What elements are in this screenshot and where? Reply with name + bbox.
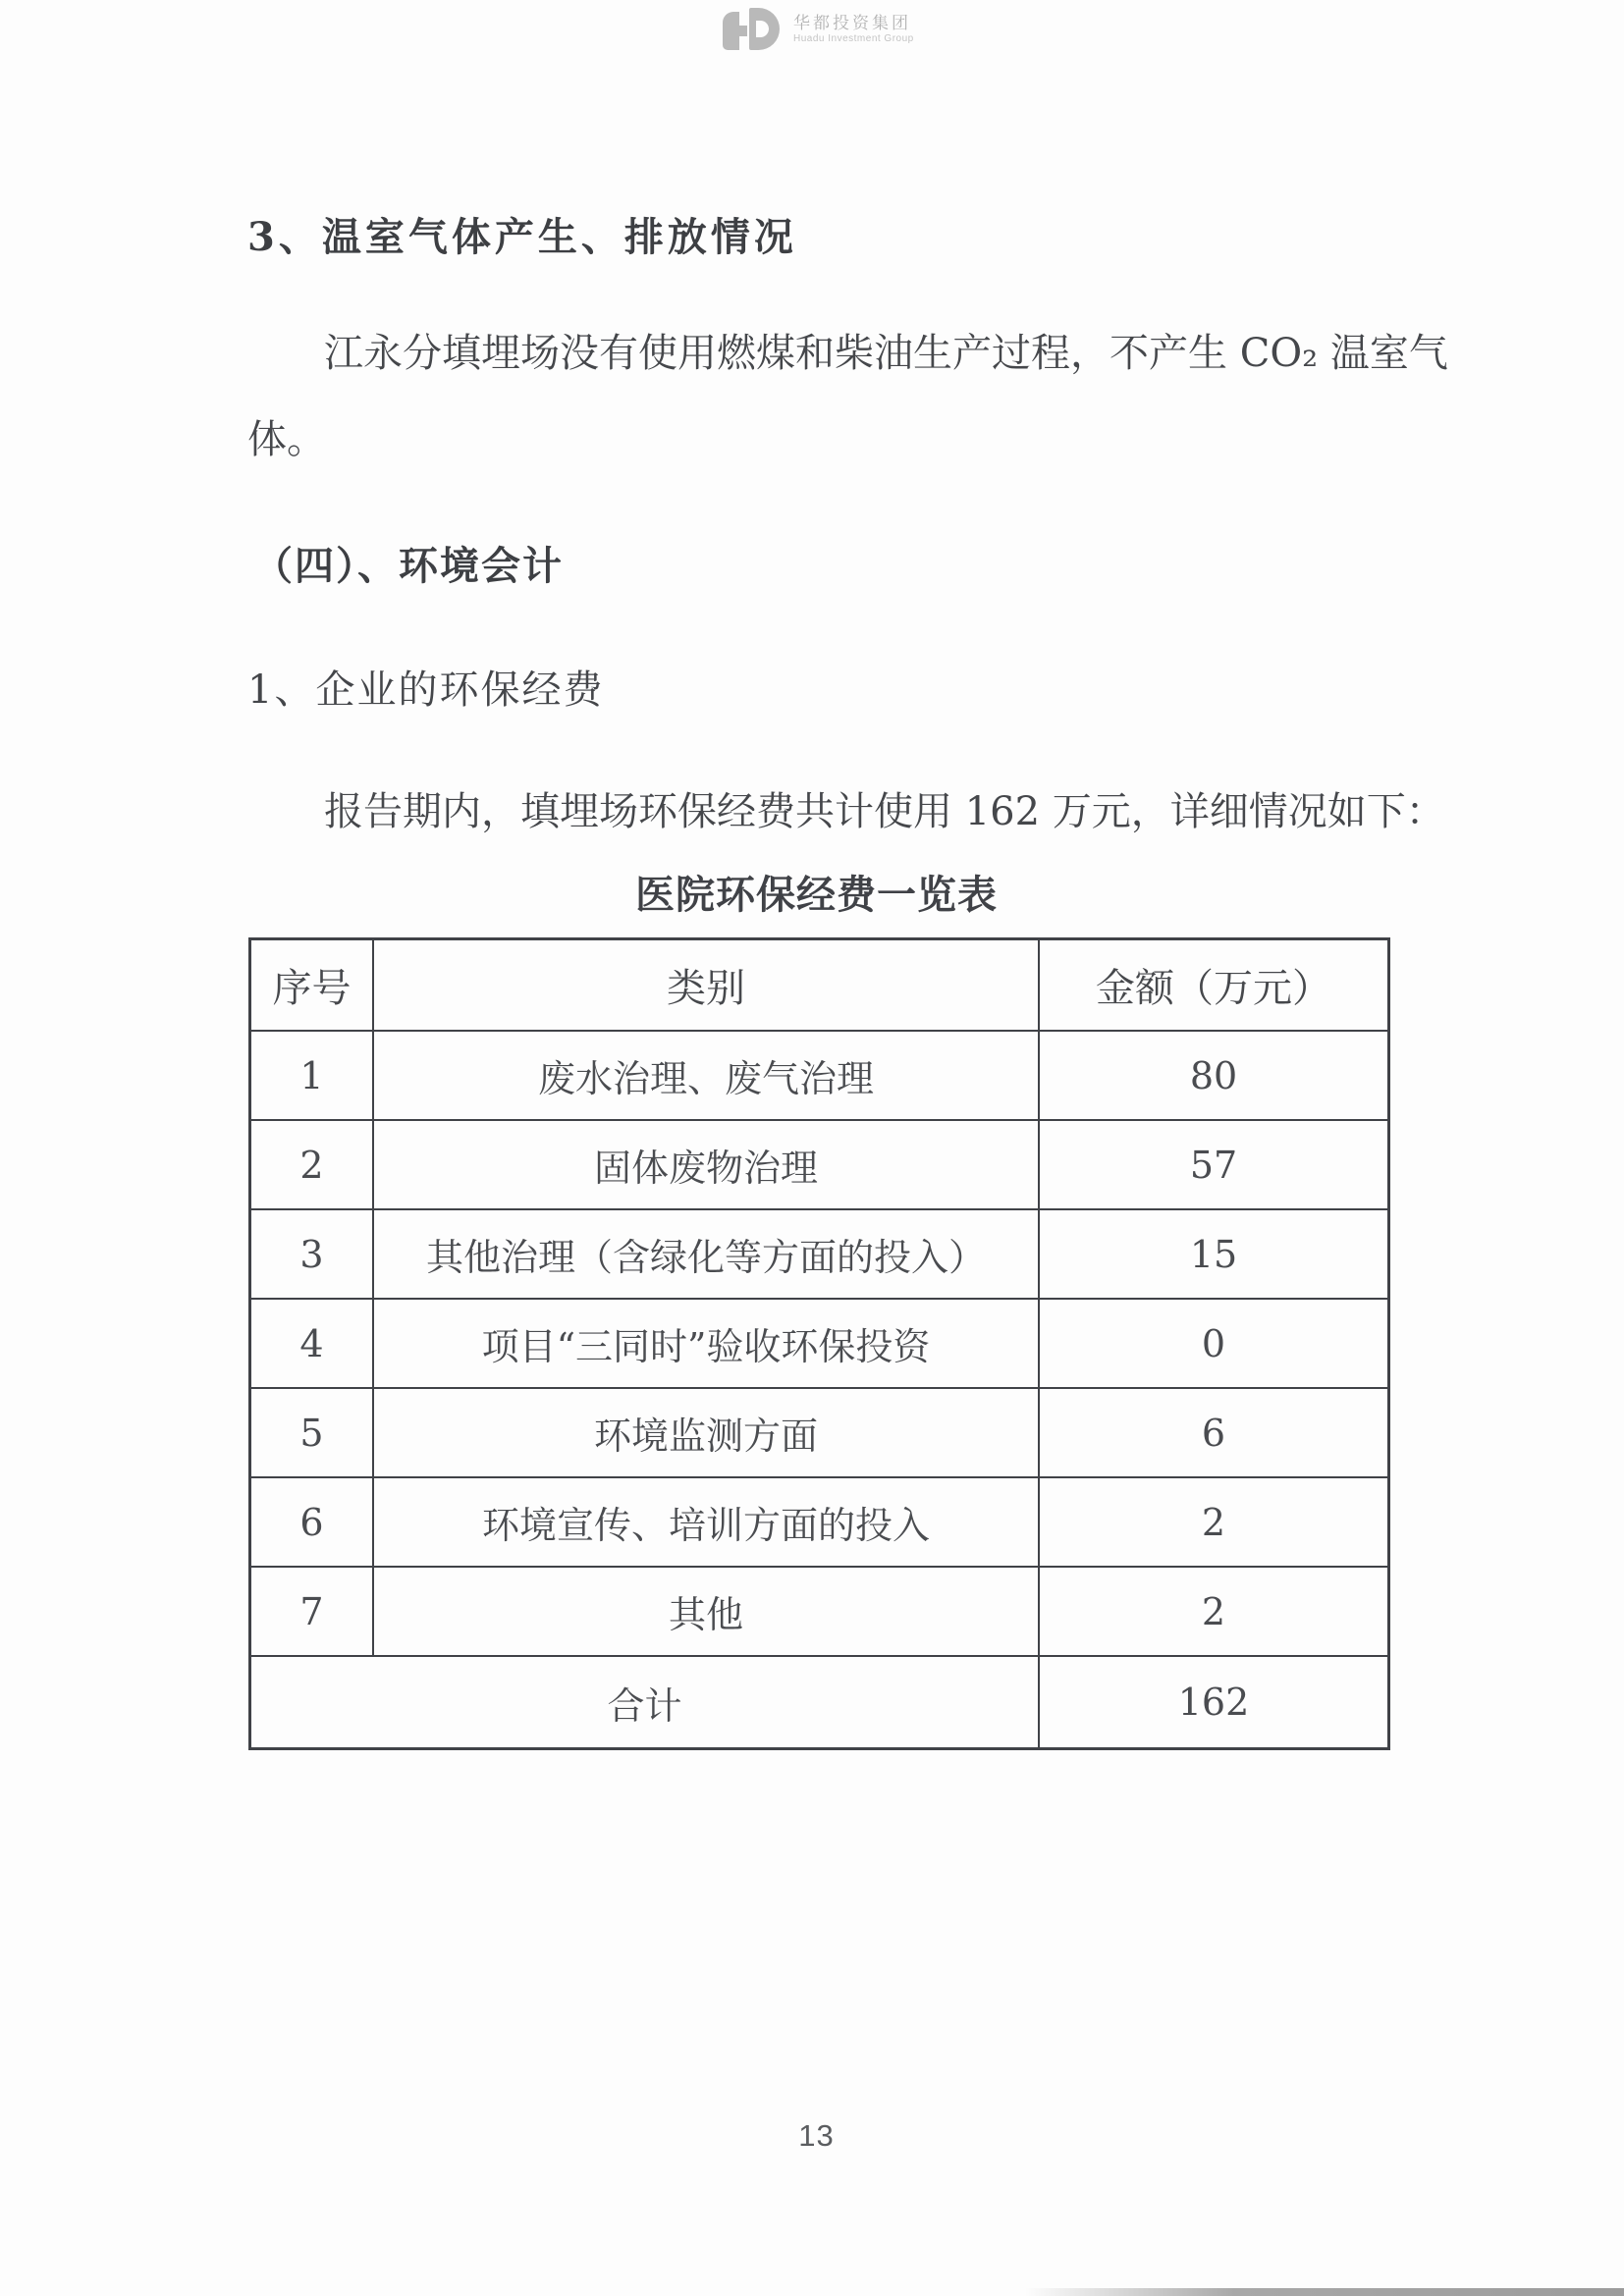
paragraph-co2-line2: 体。 bbox=[247, 417, 326, 462]
table-row-cell: 环境宣传、培训方面的投入 bbox=[374, 1478, 1040, 1568]
table-total-label: 合计 bbox=[251, 1657, 1040, 1747]
table-row-cell: 5 bbox=[251, 1389, 374, 1478]
table-row-cell: 6 bbox=[1040, 1389, 1387, 1478]
section4-heading: （四）、环境会计 bbox=[253, 543, 564, 589]
table-total-value: 162 bbox=[1177, 1681, 1250, 1724]
table-row-cell: 环境监测方面 bbox=[374, 1389, 1040, 1478]
table-row-cell: 7 bbox=[251, 1568, 374, 1657]
col-header-category: 类别 bbox=[374, 940, 1040, 1032]
table-row-cell: 80 bbox=[1040, 1032, 1387, 1121]
hd-monogram-icon bbox=[723, 8, 780, 51]
table-row-cell: 15 bbox=[1040, 1210, 1387, 1300]
table-row-cell: 其他 bbox=[374, 1568, 1040, 1657]
table-title: 医院环保经费一览表 bbox=[635, 872, 998, 918]
table-row-cell: 2 bbox=[1040, 1478, 1387, 1568]
table-row-cell: 57 bbox=[1040, 1121, 1387, 1210]
table-row-cell: 6 bbox=[251, 1478, 374, 1568]
section3-heading: 3、温室气体产生、排放情况 bbox=[247, 214, 797, 260]
table-row-cell: 1 bbox=[251, 1032, 374, 1121]
paragraph-co2-line1: 江永分填埋场没有使用燃煤和柴油生产过程，不产生 CO₂ 温室气 bbox=[324, 331, 1448, 376]
subsection1-heading: 1、企业的环保经费 bbox=[247, 667, 605, 713]
col-header-index: 序号 bbox=[251, 940, 374, 1032]
table-row-cell: 固体废物治理 bbox=[374, 1121, 1040, 1210]
page-number: 13 bbox=[798, 2118, 835, 2153]
company-logo bbox=[723, 8, 914, 51]
enviro-fee-table bbox=[248, 937, 1390, 1750]
table-row-cell: 项目“三同时”验收环保投资 bbox=[374, 1300, 1040, 1389]
table-row-cell: 2 bbox=[1040, 1568, 1387, 1657]
scan-edge-artifact bbox=[1025, 2288, 1624, 2296]
table-row-cell: 4 bbox=[251, 1300, 374, 1389]
logo-name-zh: 华都投资集团 bbox=[793, 14, 911, 32]
logo-text bbox=[793, 8, 914, 45]
col-header-amount: 金额（万元） bbox=[1040, 940, 1387, 1032]
table-row-cell: 2 bbox=[251, 1121, 374, 1210]
table-row-cell: 废水治理、废气治理 bbox=[374, 1032, 1040, 1121]
paragraph-report: 报告期内，填埋场环保经费共计使用 162 万元，详细情况如下： bbox=[324, 789, 1445, 834]
table-row-cell: 0 bbox=[1040, 1300, 1387, 1389]
table-row-cell: 3 bbox=[251, 1210, 374, 1300]
table-row-cell: 其他治理（含绿化等方面的投入） bbox=[374, 1210, 1040, 1300]
logo-name-en: Huadu Investment Group bbox=[793, 33, 914, 44]
